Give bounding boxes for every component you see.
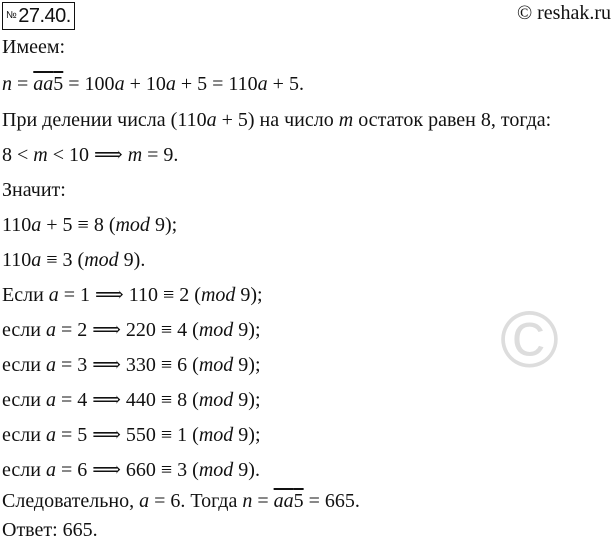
text-segment: 5: [293, 490, 304, 512]
solution-line: [2, 423, 261, 447]
text-segment: a: [45, 319, 56, 341]
site-credit: © reshak.ru: [516, 2, 611, 24]
text-segment: ≡ 3 (: [41, 249, 85, 271]
solution-line: [2, 388, 261, 412]
solution-line: [2, 178, 66, 202]
solution-line: [2, 35, 65, 59]
text-segment: Ответ: 665.: [2, 519, 98, 541]
text-segment: =: [252, 490, 274, 512]
solution-line: [2, 108, 551, 132]
text-segment: mod: [200, 284, 236, 306]
text-segment: n: [2, 73, 12, 95]
text-segment: = 1 ⟹ 110 ≡ 2 (: [58, 284, 201, 306]
text-segment: если: [2, 459, 46, 481]
text-segment: + 5 = 110: [175, 73, 258, 95]
text-segment: a: [45, 424, 56, 446]
text-segment: n: [242, 490, 253, 512]
text-segment: m: [33, 144, 48, 166]
text-segment: a: [257, 73, 268, 95]
text-segment: = 100: [63, 73, 115, 95]
text-segment: 9).: [233, 459, 260, 481]
text-segment: a: [48, 284, 59, 306]
text-segment: 5: [53, 73, 64, 95]
text-segment: a: [45, 354, 56, 376]
text-segment: если: [2, 354, 46, 376]
solution-line: [2, 353, 261, 377]
text-segment: если: [2, 389, 46, 411]
text-segment: 9).: [118, 249, 146, 271]
text-segment: a: [206, 109, 217, 131]
text-segment: 9);: [235, 284, 263, 306]
text-segment: + 5) на число: [216, 109, 339, 131]
text-segment: если: [2, 424, 46, 446]
text-segment: = 6. Тогда: [149, 490, 243, 512]
text-segment: 110: [2, 214, 32, 236]
text-segment: + 5 ≡ 8 (: [41, 214, 116, 236]
text-segment: mod: [84, 249, 119, 271]
text-segment: $\overline{aa}$: [273, 490, 294, 512]
text-segment: = 2 ⟹ 220 ≡ 4 (: [55, 319, 199, 341]
text-segment: При делении числа (110: [2, 109, 207, 131]
text-segment: a: [45, 389, 56, 411]
solution-line: [2, 518, 98, 542]
text-segment: + 5.: [267, 73, 304, 95]
text-segment: остаток равен 8, тогда:: [353, 109, 552, 131]
text-segment: + 10: [124, 73, 166, 95]
text-segment: 8 <: [2, 144, 34, 166]
text-segment: mod: [115, 214, 150, 236]
text-segment: 9);: [233, 424, 261, 446]
text-segment: m: [338, 109, 354, 131]
text-segment: a: [114, 73, 125, 95]
text-segment: a: [139, 490, 150, 512]
text-segment: 9);: [233, 354, 261, 376]
text-segment: Если: [2, 284, 49, 306]
text-segment: = 665.: [303, 490, 360, 512]
solution-line: [2, 143, 178, 167]
text-segment: a: [165, 73, 176, 95]
text-segment: = 3 ⟹ 330 ≡ 6 (: [55, 354, 199, 376]
text-segment: m: [127, 144, 143, 166]
text-segment: mod: [198, 459, 234, 481]
solution-line: [2, 489, 360, 513]
text-segment: = 4 ⟹ 440 ≡ 8 (: [55, 389, 199, 411]
solution-line: [2, 458, 260, 482]
text-segment: 9);: [149, 214, 178, 236]
solution-line: [2, 318, 261, 342]
text-segment: Имеем:: [2, 36, 66, 58]
text-segment: = 6 ⟹ 660 ≡ 3 (: [55, 459, 199, 481]
text-segment: mod: [198, 319, 234, 341]
text-segment: = 9.: [142, 144, 179, 166]
text-segment: $\overline{aa}$: [33, 73, 54, 95]
text-segment: Следовательно,: [2, 490, 140, 512]
text-segment: mod: [198, 389, 234, 411]
text-segment: a: [45, 459, 56, 481]
text-segment: 9);: [233, 319, 261, 341]
solution-line: [2, 283, 263, 307]
text-segment: если: [2, 319, 46, 341]
text-segment: =: [12, 73, 34, 95]
text-segment: a: [31, 214, 42, 236]
solution-line: [2, 72, 304, 96]
text-segment: mod: [198, 354, 234, 376]
text-segment: mod: [198, 424, 234, 446]
text-segment: 9);: [233, 389, 261, 411]
text-segment: = 5 ⟹ 550 ≡ 1 (: [55, 424, 199, 446]
watermark: ©: [500, 295, 559, 384]
text-segment: < 10 ⟹: [47, 144, 128, 166]
text-segment: a: [31, 249, 42, 271]
problem-number-text: 27.40.: [18, 5, 71, 27]
text-segment: 110: [2, 249, 32, 271]
number-sign: №: [6, 10, 17, 21]
solution-line: [2, 248, 145, 272]
text-segment: Значит:: [2, 179, 66, 201]
solution-line: [2, 213, 177, 237]
problem-number: [2, 2, 75, 30]
